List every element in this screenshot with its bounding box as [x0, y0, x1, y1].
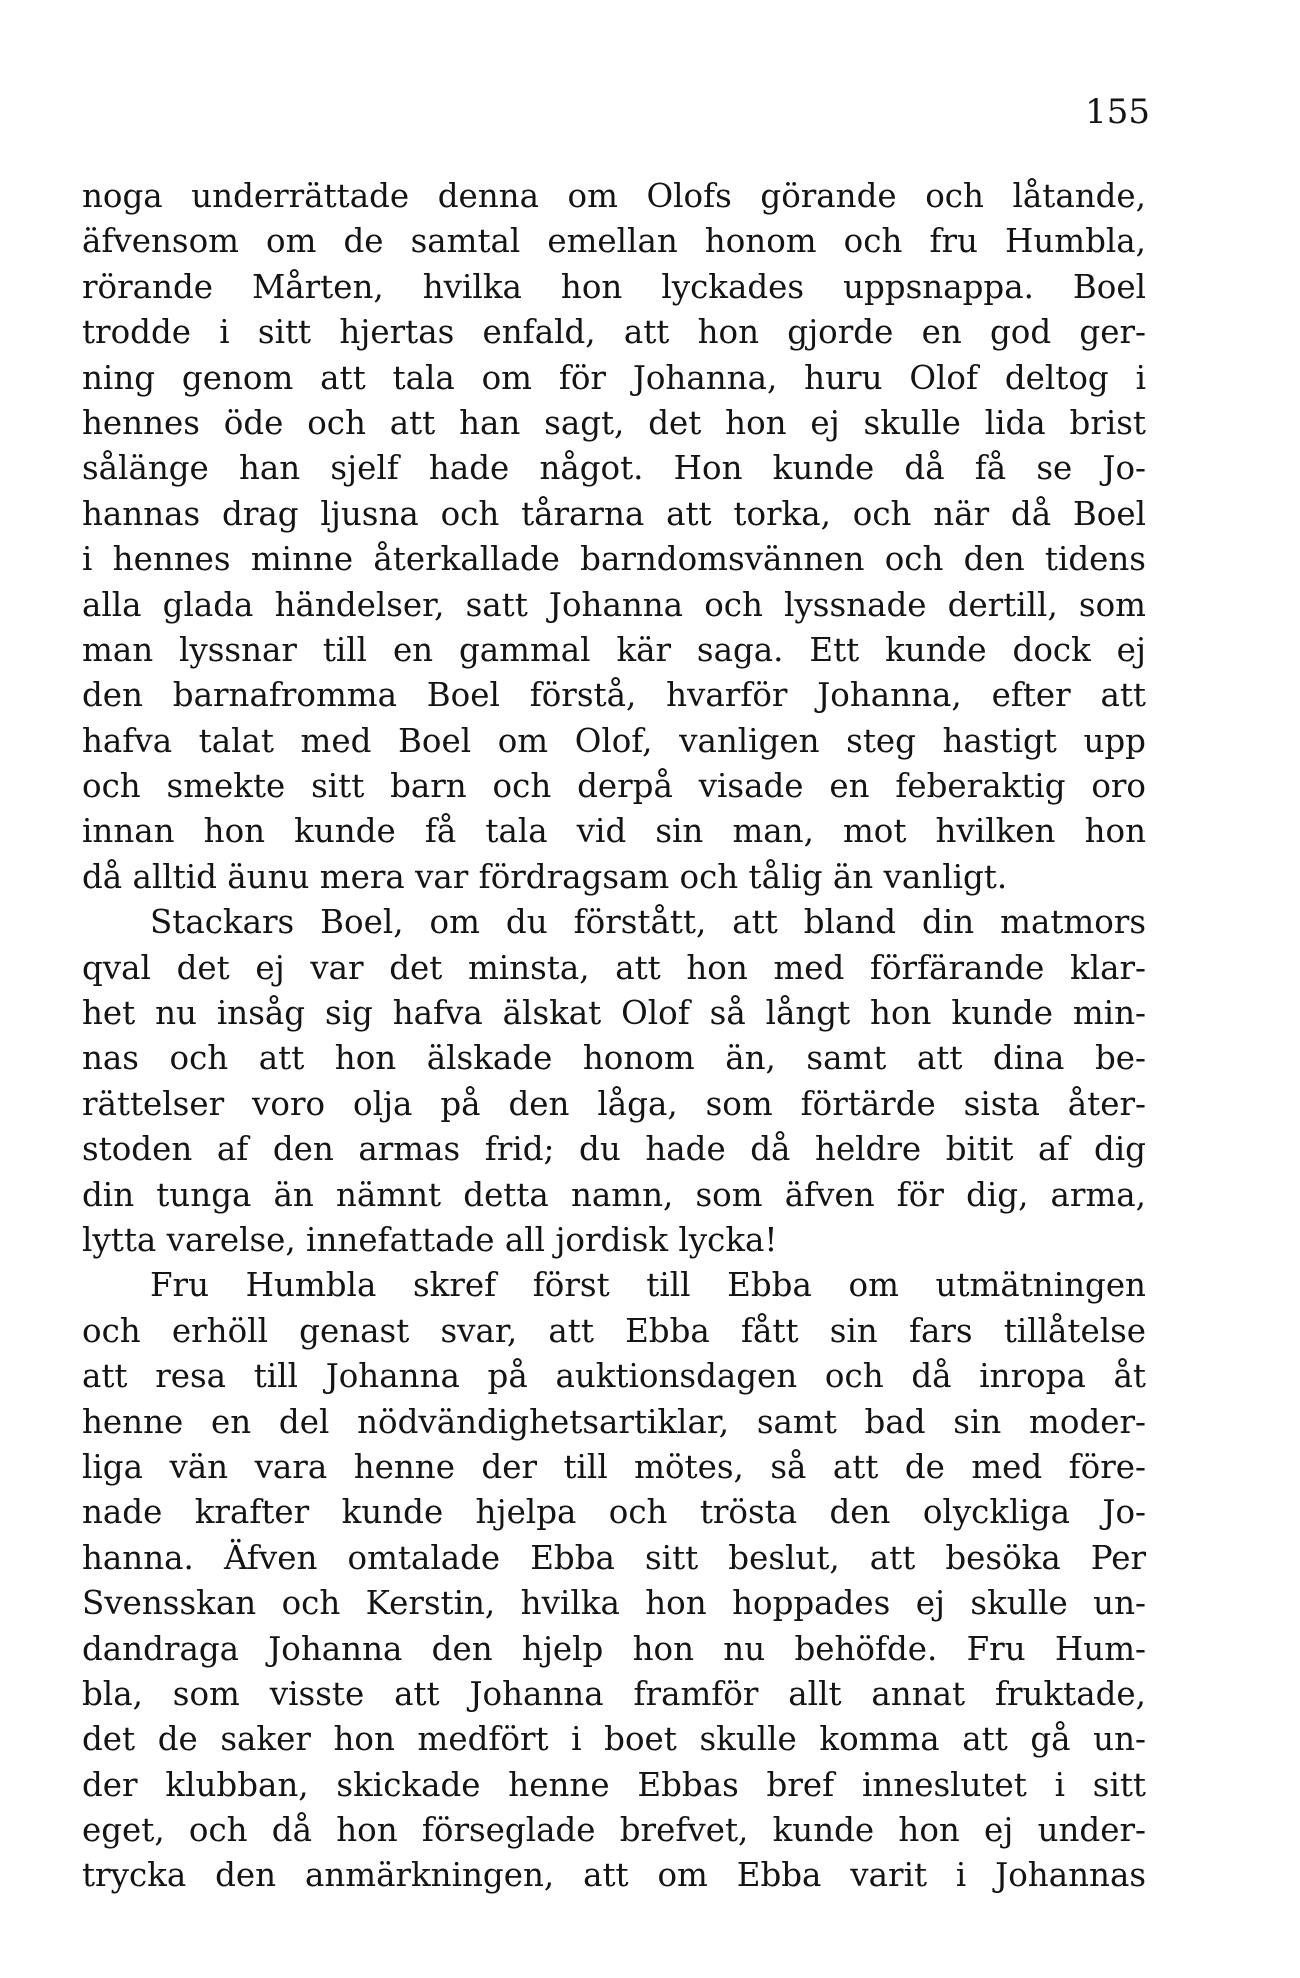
text-line: alla glada händelser, satt Johanna och lyssnade dertill, som: [82, 585, 1146, 624]
text-line: eget, och då hon förseglade brefvet, kunde hon ej under-: [82, 1811, 1146, 1850]
text-line: henne en del nödvändighetsartiklar, samt bad sin moder-: [82, 1402, 1146, 1441]
text-line: din tunga än nämnt detta namn, som äfven för dig, arma,: [82, 1175, 1146, 1214]
text-line: den barnafromma Boel förstå, hvarför Johanna, efter att: [82, 676, 1146, 715]
text-line: man lyssnar till en gammal kär saga. Ett kunde dock ej: [82, 630, 1146, 669]
text-line: het nu insåg sig hafva älskat Olof så långt hon kunde min-: [82, 994, 1146, 1033]
text-line: stoden af den armas frid; du hade då heldre bitit af dig: [82, 1130, 1146, 1169]
text-line: trycka den anmärkningen, att om Ebba varit i Johannas: [82, 1856, 1146, 1895]
text-line: bla, som visste att Johanna framför allt annat fruktade,: [82, 1674, 1146, 1713]
text-line: Svensskan och Kerstin, hvilka hon hoppades ej skulle un-: [82, 1584, 1146, 1623]
page-number: 155: [1085, 92, 1150, 132]
text-line: liga vän vara henne der till mötes, så att de med före-: [82, 1447, 1146, 1486]
text-line: nade krafter kunde hjelpa och trösta den olyckliga Jo-: [82, 1493, 1146, 1532]
text-line: innan hon kunde få tala vid sin man, mot hvilken hon: [82, 812, 1146, 851]
text-line: hafva talat med Boel om Olof, vanligen steg hastigt upp: [82, 721, 1146, 760]
text-line: rörande Mårten, hvilka hon lyckades uppsnappa. Boel: [82, 267, 1146, 306]
text-line: rättelser voro olja på den låga, som förtärde sista åter-: [82, 1084, 1146, 1123]
text-line: dandraga Johanna den hjelp hon nu behöfde. Fru Hum-: [82, 1629, 1146, 1668]
body-text: [82, 174, 1146, 1899]
text-line: äfvensom om de samtal emellan honom och fru Humbla,: [82, 222, 1146, 261]
text-line: sålänge han sjelf hade något. Hon kunde då få se Jo-: [82, 449, 1146, 488]
text-line: att resa till Johanna på auktionsdagen och då inropa åt: [82, 1357, 1146, 1396]
text-line: hennes öde och att han sagt, det hon ej skulle lida brist: [82, 403, 1146, 442]
text-line: och erhöll genast svar, att Ebba fått sin fars tillåtelse: [82, 1311, 1146, 1350]
text-line: hanna. Äfven omtalade Ebba sitt beslut, att besöka Per: [82, 1538, 1146, 1577]
text-line: hannas drag ljusna och tårarna att torka, och när då Boel: [82, 494, 1146, 533]
text-line: det de saker hon medfört i boet skulle komma att gå un-: [82, 1720, 1146, 1759]
text-line: der klubban, skickade henne Ebbas bref inneslutet i sitt: [82, 1765, 1146, 1804]
text-line: nas och att hon älskade honom än, samt att dina be-: [82, 1039, 1146, 1078]
text-line: qval det ej var det minsta, att hon med förfärande klar-: [82, 948, 1146, 987]
paragraph-start-line: Stackars Boel, om du förstått, att bland din matmors: [150, 903, 1146, 942]
text-line: i hennes minne återkallade barndomsvännen och den tidens: [82, 540, 1146, 579]
text-line: lytta varelse, innefattade all jordisk lycka!: [82, 1220, 778, 1259]
text-line: noga underrättade denna om Olofs görande och låtande,: [82, 177, 1146, 215]
text-line: trodde i sitt hjertas enfald, att hon gjorde en god ger-: [82, 313, 1146, 352]
text-line: då alltid äunu mera var fördragsam och tålig än vanligt.: [82, 857, 1008, 896]
text-line: och smekte sitt barn och derpå visade en feberaktig oro: [82, 767, 1146, 806]
paragraph-start-line: Fru Humbla skref först till Ebba om utmätningen: [150, 1266, 1146, 1305]
text-line: ning genom att tala om för Johanna, huru Olof deltog i: [82, 358, 1146, 397]
